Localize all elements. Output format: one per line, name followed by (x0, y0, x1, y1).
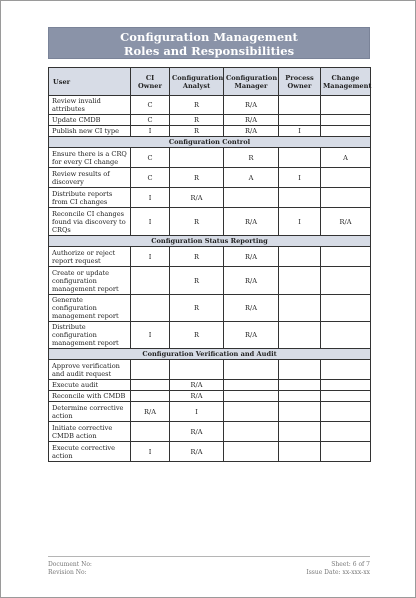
task-cell: Review invalid attributes (49, 96, 131, 115)
section-title: Configuration Control (49, 137, 371, 148)
table-row (49, 442, 371, 462)
table-row (49, 295, 371, 322)
document-number: Document No: (48, 561, 92, 568)
raci-cell: C (131, 96, 170, 115)
section-header-row (49, 137, 371, 148)
table-row (49, 96, 371, 115)
raci-cell (321, 96, 371, 115)
raci-cell: R/A (170, 188, 224, 208)
raci-cell: R/A (224, 295, 279, 322)
raci-cell (279, 188, 321, 208)
table-header-row (49, 68, 371, 96)
section-header-row (49, 349, 371, 360)
raci-cell: A (224, 168, 279, 188)
raci-cell (279, 402, 321, 422)
task-cell: Generate configuration management report (49, 295, 131, 322)
raci-cell: R (170, 322, 224, 349)
task-cell: Execute corrective action (49, 442, 131, 462)
table-row (49, 360, 371, 380)
table-row (49, 208, 371, 236)
raci-cell (279, 96, 321, 115)
raci-cell: I (131, 188, 170, 208)
raci-cell (170, 148, 224, 168)
raci-cell (321, 360, 371, 380)
raci-cell (279, 391, 321, 402)
table-row (49, 422, 371, 442)
table-row (49, 188, 371, 208)
task-cell: Approve verification and audit request (49, 360, 131, 380)
raci-cell (321, 295, 371, 322)
table-row (49, 148, 371, 168)
raci-cell (279, 148, 321, 168)
table-row (49, 247, 371, 267)
revision-number: Revision No: (48, 569, 87, 576)
raci-cell (321, 391, 371, 402)
raci-cell: R (170, 115, 224, 126)
raci-cell (170, 360, 224, 380)
raci-cell (224, 188, 279, 208)
task-cell: Reconcile CI changes found via discovery to CRQs (49, 208, 131, 236)
raci-cell (131, 295, 170, 322)
raci-cell: R (170, 267, 224, 295)
raci-cell (224, 442, 279, 462)
raci-cell (224, 360, 279, 380)
raci-cell (321, 115, 371, 126)
table-row (49, 126, 371, 137)
task-cell: Create or update configuration management report (49, 267, 131, 295)
page-footer (48, 556, 370, 577)
raci-table-body (49, 96, 371, 462)
raci-cell: R (224, 148, 279, 168)
raci-cell (321, 422, 371, 442)
title-line-2: Roles and Responsibilities (123, 44, 295, 58)
raci-cell: I (279, 208, 321, 236)
raci-cell (224, 422, 279, 442)
column-header: CI Owner (131, 68, 170, 96)
raci-cell (321, 168, 371, 188)
raci-cell: I (131, 247, 170, 267)
raci-cell: R (170, 126, 224, 137)
task-cell: Review results of discovery (49, 168, 131, 188)
section-title: Configuration Status Reporting (49, 236, 371, 247)
raci-cell: R (170, 295, 224, 322)
task-cell: Publish new CI type (49, 126, 131, 137)
title-line-1: Configuration Management (120, 30, 298, 44)
task-cell: Distribute configuration management report (49, 322, 131, 349)
raci-cell: R/A (224, 126, 279, 137)
raci-cell (224, 402, 279, 422)
raci-cell: I (170, 402, 224, 422)
raci-cell (131, 380, 170, 391)
raci-cell: C (131, 148, 170, 168)
raci-cell: I (279, 126, 321, 137)
raci-cell (321, 247, 371, 267)
raci-cell: R/A (170, 442, 224, 462)
task-cell: Authorize or reject report request (49, 247, 131, 267)
issue-date: Issue Date: xx-xxx-xx (306, 569, 370, 576)
raci-cell: R/A (170, 422, 224, 442)
raci-cell: R (170, 168, 224, 188)
raci-cell: R/A (170, 391, 224, 402)
task-cell: Ensure there is a CRQ for every CI change (49, 148, 131, 168)
raci-cell: R/A (224, 96, 279, 115)
raci-cell: R/A (131, 402, 170, 422)
raci-cell: R/A (321, 208, 371, 236)
raci-cell (224, 380, 279, 391)
column-header: User (49, 68, 131, 96)
sheet-number: Sheet: 6 of 7 (331, 561, 370, 568)
raci-cell: C (131, 168, 170, 188)
raci-cell: R/A (224, 247, 279, 267)
column-header: Configuration Manager (224, 68, 279, 96)
raci-cell (321, 380, 371, 391)
raci-cell: I (131, 208, 170, 236)
raci-cell (279, 442, 321, 462)
raci-cell (321, 188, 371, 208)
task-cell: Initiate corrective CMDB action (49, 422, 131, 442)
raci-cell (279, 247, 321, 267)
task-cell: Determine corrective action (49, 402, 131, 422)
raci-cell (131, 391, 170, 402)
raci-cell: R/A (224, 267, 279, 295)
column-header: Change Management (321, 68, 371, 96)
raci-cell (131, 267, 170, 295)
raci-cell (279, 360, 321, 380)
raci-table (48, 67, 371, 462)
raci-cell: R/A (224, 208, 279, 236)
raci-cell (224, 391, 279, 402)
raci-cell (279, 115, 321, 126)
raci-cell (131, 422, 170, 442)
task-cell: Update CMDB (49, 115, 131, 126)
raci-cell: I (131, 442, 170, 462)
task-cell: Reconcile with CMDB (49, 391, 131, 402)
column-header: Process Owner (279, 68, 321, 96)
raci-cell (131, 360, 170, 380)
raci-cell (279, 380, 321, 391)
section-header-row (49, 236, 371, 247)
table-row (49, 115, 371, 126)
task-cell: Distribute reports from CI changes (49, 188, 131, 208)
raci-cell: R/A (224, 322, 279, 349)
raci-cell (279, 295, 321, 322)
raci-cell (321, 322, 371, 349)
table-row (49, 322, 371, 349)
task-cell: Execute audit (49, 380, 131, 391)
table-row (49, 380, 371, 391)
table-row (49, 402, 371, 422)
raci-cell: I (279, 168, 321, 188)
table-row (49, 391, 371, 402)
raci-cell (321, 402, 371, 422)
raci-cell: R (170, 96, 224, 115)
document-title (48, 27, 370, 59)
raci-cell: R (170, 247, 224, 267)
raci-cell: R (170, 208, 224, 236)
section-title: Configuration Verification and Audit (49, 349, 371, 360)
raci-cell (279, 267, 321, 295)
raci-cell: I (131, 126, 170, 137)
table-row (49, 168, 371, 188)
table-row (49, 267, 371, 295)
raci-cell (279, 422, 321, 442)
raci-cell (321, 267, 371, 295)
raci-cell: I (131, 322, 170, 349)
raci-cell: A (321, 148, 371, 168)
column-header: Configuration Analyst (170, 68, 224, 96)
raci-cell: R/A (170, 380, 224, 391)
raci-cell: C (131, 115, 170, 126)
raci-cell: R/A (224, 115, 279, 126)
raci-cell (321, 442, 371, 462)
raci-cell (321, 126, 371, 137)
raci-cell (279, 322, 321, 349)
